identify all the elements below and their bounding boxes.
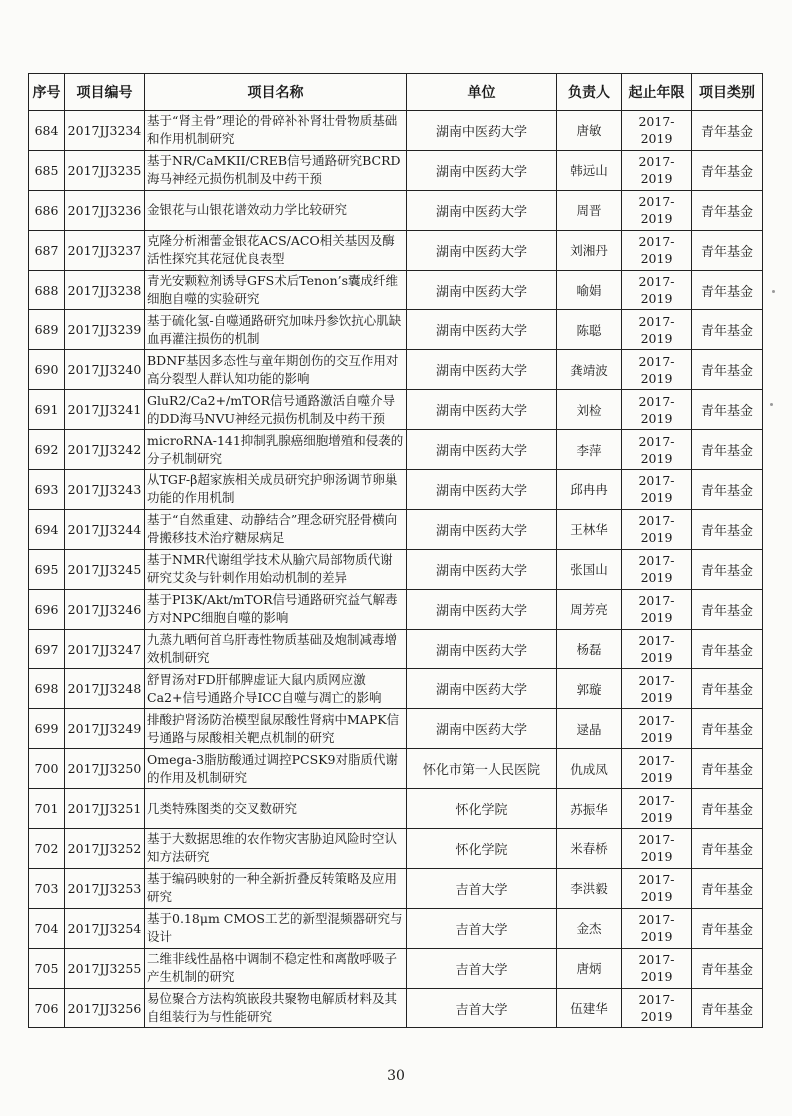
- table-row: [29, 988, 763, 1028]
- end-year: 2019: [640, 570, 673, 586]
- cell-project-name: [145, 948, 407, 988]
- cell-unit: 湖南中医药大学: [407, 190, 557, 230]
- cell-years: [622, 789, 692, 829]
- cell-unit: 湖南中医药大学: [407, 709, 557, 749]
- end-year: 2019: [640, 131, 673, 147]
- start-year: 2017-: [638, 313, 675, 329]
- cell-years: [622, 270, 692, 310]
- cell-project-name: [145, 310, 407, 350]
- project-name-text: 从TGF-β超家族相关成员研究护卵汤调节卵巢功能的作用机制: [147, 472, 398, 506]
- cell-leader: 喻娟: [557, 270, 622, 310]
- table-row: [29, 150, 763, 190]
- cell-project-code: 2017JJ3251: [65, 789, 145, 829]
- cell-years: [622, 669, 692, 709]
- cell-leader: 唐敏: [557, 111, 622, 151]
- table-row: [29, 749, 763, 789]
- cell-unit: 湖南中医药大学: [407, 270, 557, 310]
- project-name-text: 基于NR/CaMKII/CREB信号通路研究BCRD海马神经元损伤机制及中药干预: [147, 153, 401, 187]
- table-row: [29, 868, 763, 908]
- cell-project-name: [145, 270, 407, 310]
- cell-project-name: [145, 749, 407, 789]
- cell-project-code: 2017JJ3240: [65, 350, 145, 390]
- project-name-text: 基于NMR代谢组学技术从腧穴局部物质代谢研究艾灸与针刺作用始动机制的差异: [147, 552, 393, 586]
- header-type: 项目类别: [692, 74, 763, 111]
- table-row: [29, 390, 763, 430]
- cell-number: 695: [29, 549, 65, 589]
- end-year: 2019: [640, 251, 673, 267]
- cell-unit: 湖南中医药大学: [407, 669, 557, 709]
- cell-project-name: [145, 190, 407, 230]
- cell-leader: 逯晶: [557, 709, 622, 749]
- cell-number: 692: [29, 430, 65, 470]
- project-name-text: BDNF基因多态性与童年期创伤的交互作用对高分裂型人群认知功能的影响: [147, 352, 399, 386]
- project-name-text: 易位聚合方法构筑嵌段共聚物电解质材料及其自组装行为与性能研究: [147, 991, 398, 1025]
- cell-number: 700: [29, 749, 65, 789]
- end-year: 2019: [640, 410, 673, 426]
- cell-number: 693: [29, 470, 65, 510]
- scan-speck: [772, 290, 775, 293]
- cell-project-code: 2017JJ3249: [65, 709, 145, 749]
- cell-leader: 王林华: [557, 509, 622, 549]
- end-year: 2019: [640, 171, 673, 187]
- project-name-text: 基于硫化氢-自噬通路研究加味丹参饮抗心肌缺血再灌注损伤的机制: [147, 312, 402, 346]
- cell-project-code: 2017JJ3252: [65, 829, 145, 869]
- cell-project-code: 2017JJ3234: [65, 111, 145, 151]
- table-row: [29, 829, 763, 869]
- cell-leader: 周晋: [557, 190, 622, 230]
- cell-type: 青年基金: [692, 150, 763, 190]
- cell-project-name: [145, 230, 407, 270]
- cell-type: 青年基金: [692, 230, 763, 270]
- cell-number: 704: [29, 908, 65, 948]
- cell-type: 青年基金: [692, 190, 763, 230]
- cell-number: 699: [29, 709, 65, 749]
- cell-number: 689: [29, 310, 65, 350]
- cell-years: [622, 988, 692, 1028]
- cell-project-name: [145, 509, 407, 549]
- cell-project-code: 2017JJ3246: [65, 589, 145, 629]
- start-year: 2017-: [638, 154, 675, 170]
- cell-type: 青年基金: [692, 988, 763, 1028]
- cell-leader: 唐炳: [557, 948, 622, 988]
- start-year: 2017-: [638, 992, 675, 1008]
- table-row: [29, 350, 763, 390]
- cell-type: 青年基金: [692, 350, 763, 390]
- header-project-code: 项目编号: [65, 74, 145, 111]
- project-table: [28, 73, 763, 1028]
- cell-type: 青年基金: [692, 390, 763, 430]
- cell-number: 694: [29, 509, 65, 549]
- end-year: 2019: [640, 650, 673, 666]
- cell-type: 青年基金: [692, 430, 763, 470]
- project-name-text: 二维非线性晶格中调制不稳定性和离散呼吸子产生机制的研究: [147, 951, 398, 985]
- table-row: [29, 629, 763, 669]
- cell-leader: 韩远山: [557, 150, 622, 190]
- cell-leader: 龚靖波: [557, 350, 622, 390]
- table-row: [29, 669, 763, 709]
- start-year: 2017-: [638, 712, 675, 728]
- cell-number: 686: [29, 190, 65, 230]
- cell-leader: 金杰: [557, 908, 622, 948]
- cell-years: [622, 908, 692, 948]
- cell-number: 705: [29, 948, 65, 988]
- start-year: 2017-: [638, 513, 675, 529]
- end-year: 2019: [640, 969, 673, 985]
- header-years: 起止年限: [622, 74, 692, 111]
- cell-project-code: 2017JJ3241: [65, 390, 145, 430]
- cell-project-code: 2017JJ3242: [65, 430, 145, 470]
- cell-type: 青年基金: [692, 310, 763, 350]
- cell-project-name: [145, 470, 407, 510]
- cell-number: 690: [29, 350, 65, 390]
- cell-unit: 湖南中医药大学: [407, 111, 557, 151]
- table-row: [29, 589, 763, 629]
- cell-type: 青年基金: [692, 709, 763, 749]
- end-year: 2019: [640, 729, 673, 745]
- cell-unit: 湖南中医药大学: [407, 230, 557, 270]
- cell-unit: 湖南中医药大学: [407, 470, 557, 510]
- cell-project-name: [145, 589, 407, 629]
- cell-years: [622, 150, 692, 190]
- cell-project-code: 2017JJ3247: [65, 629, 145, 669]
- cell-project-code: 2017JJ3245: [65, 549, 145, 589]
- cell-years: [622, 709, 692, 749]
- cell-project-code: 2017JJ3253: [65, 868, 145, 908]
- cell-type: 青年基金: [692, 868, 763, 908]
- start-year: 2017-: [638, 872, 675, 888]
- start-year: 2017-: [638, 672, 675, 688]
- cell-unit: 湖南中医药大学: [407, 589, 557, 629]
- table-row: [29, 789, 763, 829]
- cell-years: [622, 749, 692, 789]
- cell-leader: 陈聪: [557, 310, 622, 350]
- cell-number: 702: [29, 829, 65, 869]
- cell-leader: 郭璇: [557, 669, 622, 709]
- cell-unit: 吉首大学: [407, 988, 557, 1028]
- scan-speck: [770, 403, 773, 406]
- end-year: 2019: [640, 530, 673, 546]
- header-project-name: 项目名称: [145, 74, 407, 111]
- cell-project-name: [145, 350, 407, 390]
- project-name-text: 克隆分析湘蕾金银花ACS/ACO相关基因及酶活性探究其花冠优良表型: [147, 233, 395, 267]
- cell-years: [622, 829, 692, 869]
- end-year: 2019: [640, 370, 673, 386]
- cell-unit: 湖南中医药大学: [407, 509, 557, 549]
- project-name-text: 基于大数据思维的农作物灾害胁迫风险时空认知方法研究: [147, 831, 398, 865]
- cell-project-code: 2017JJ3256: [65, 988, 145, 1028]
- cell-type: 青年基金: [692, 509, 763, 549]
- cell-leader: 邱冉冉: [557, 470, 622, 510]
- end-year: 2019: [640, 610, 673, 626]
- start-year: 2017-: [638, 952, 675, 968]
- cell-unit: 湖南中医药大学: [407, 150, 557, 190]
- end-year: 2019: [640, 291, 673, 306]
- cell-unit: 湖南中医药大学: [407, 390, 557, 430]
- project-name-text: 基于0.18μm CMOS工艺的新型混频器研究与设计: [147, 911, 403, 945]
- cell-number: 696: [29, 589, 65, 629]
- project-name-text: 几类特殊图类的交叉数研究: [147, 800, 298, 816]
- cell-project-code: 2017JJ3238: [65, 270, 145, 310]
- end-year: 2019: [640, 490, 673, 506]
- end-year: 2019: [640, 769, 673, 785]
- cell-years: [622, 549, 692, 589]
- start-year: 2017-: [638, 593, 675, 609]
- cell-type: 青年基金: [692, 948, 763, 988]
- cell-project-name: [145, 988, 407, 1028]
- cell-project-code: 2017JJ3239: [65, 310, 145, 350]
- cell-years: [622, 190, 692, 230]
- cell-project-name: [145, 829, 407, 869]
- start-year: 2017-: [638, 194, 675, 210]
- table-row: [29, 948, 763, 988]
- cell-project-code: 2017JJ3235: [65, 150, 145, 190]
- cell-years: [622, 509, 692, 549]
- cell-number: 701: [29, 789, 65, 829]
- cell-project-code: 2017JJ3254: [65, 908, 145, 948]
- cell-leader: 刘检: [557, 390, 622, 430]
- cell-number: 697: [29, 629, 65, 669]
- cell-project-name: [145, 111, 407, 151]
- cell-type: 青年基金: [692, 749, 763, 789]
- cell-project-name: [145, 868, 407, 908]
- end-year: 2019: [640, 211, 673, 227]
- cell-number: 706: [29, 988, 65, 1028]
- table-row: [29, 709, 763, 749]
- end-year: 2019: [640, 330, 673, 346]
- cell-project-name: [145, 629, 407, 669]
- cell-project-name: [145, 908, 407, 948]
- cell-years: [622, 589, 692, 629]
- cell-unit: 吉首大学: [407, 948, 557, 988]
- end-year: 2019: [640, 1009, 673, 1025]
- cell-leader: 周芳亮: [557, 589, 622, 629]
- table-row: [29, 270, 763, 310]
- cell-leader: 杨磊: [557, 629, 622, 669]
- cell-type: 青年基金: [692, 669, 763, 709]
- cell-leader: 苏振华: [557, 789, 622, 829]
- cell-years: [622, 230, 692, 270]
- start-year: 2017-: [638, 393, 675, 409]
- project-name-text: GluR2/Ca2+/mTOR信号通路激活自噬介导的DD海马NVU神经元损伤机制及中药干预: [147, 392, 396, 426]
- project-name-text: microRNA-141抑制乳腺癌细胞增殖和侵袭的分子机制研究: [147, 432, 404, 466]
- end-year: 2019: [640, 689, 673, 705]
- cell-project-name: [145, 390, 407, 430]
- table-row: [29, 470, 763, 510]
- cell-unit: 湖南中医药大学: [407, 310, 557, 350]
- cell-years: [622, 948, 692, 988]
- start-year: 2017-: [638, 114, 675, 130]
- cell-years: [622, 310, 692, 350]
- project-name-text: 九蒸九晒何首乌肝毒性物质基础及炮制减毒增效机制研究: [147, 632, 398, 666]
- cell-years: [622, 629, 692, 669]
- cell-type: 青年基金: [692, 270, 763, 310]
- cell-leader: 李萍: [557, 430, 622, 470]
- end-year: 2019: [640, 450, 673, 466]
- table-row: [29, 509, 763, 549]
- cell-project-name: [145, 669, 407, 709]
- cell-project-code: 2017JJ3244: [65, 509, 145, 549]
- cell-type: 青年基金: [692, 789, 763, 829]
- cell-number: 684: [29, 111, 65, 151]
- table-row: [29, 190, 763, 230]
- cell-project-name: [145, 430, 407, 470]
- start-year: 2017-: [638, 274, 675, 289]
- cell-project-code: 2017JJ3236: [65, 190, 145, 230]
- cell-project-code: 2017JJ3250: [65, 749, 145, 789]
- cell-type: 青年基金: [692, 111, 763, 151]
- cell-type: 青年基金: [692, 629, 763, 669]
- project-name-text: 排酸护肾汤防治模型鼠尿酸性肾病中MAPK信号通路与尿酸相关靶点机制的研究: [147, 711, 400, 745]
- cell-type: 青年基金: [692, 470, 763, 510]
- table-header-row: [29, 74, 763, 111]
- start-year: 2017-: [638, 912, 675, 928]
- cell-years: [622, 390, 692, 430]
- end-year: 2019: [640, 849, 673, 865]
- cell-project-code: 2017JJ3237: [65, 230, 145, 270]
- cell-years: [622, 430, 692, 470]
- cell-project-name: [145, 150, 407, 190]
- project-name-text: 基于PI3K/Akt/mTOR信号通路研究益气解毒方对NPC细胞自噬的影响: [147, 592, 398, 626]
- cell-unit: 怀化市第一人民医院: [407, 749, 557, 789]
- start-year: 2017-: [638, 792, 675, 808]
- project-name-text: 青光安颗粒剂诱导GFS术后Tenon’s囊成纤维细胞自噬的实验研究: [147, 273, 399, 306]
- start-year: 2017-: [638, 832, 675, 848]
- end-year: 2019: [640, 889, 673, 905]
- header-leader: 负责人: [557, 74, 622, 111]
- cell-number: 687: [29, 230, 65, 270]
- cell-type: 青年基金: [692, 589, 763, 629]
- cell-project-code: 2017JJ3255: [65, 948, 145, 988]
- project-name-text: 舒胃汤对FD肝郁脾虚证大鼠内质网应激Ca2+信号通路介导ICC自噬与凋亡的影响: [147, 671, 382, 705]
- end-year: 2019: [640, 809, 673, 825]
- cell-years: [622, 111, 692, 151]
- cell-unit: 湖南中医药大学: [407, 629, 557, 669]
- cell-leader: 米春桥: [557, 829, 622, 869]
- cell-type: 青年基金: [692, 549, 763, 589]
- project-name-text: 基于“肾主骨”理论的骨碎补补肾壮骨物质基础和作用机制研究: [147, 113, 398, 147]
- end-year: 2019: [640, 929, 673, 945]
- table-row: [29, 230, 763, 270]
- table-row: [29, 111, 763, 151]
- cell-number: 688: [29, 270, 65, 310]
- cell-leader: 仇成凤: [557, 749, 622, 789]
- cell-type: 青年基金: [692, 908, 763, 948]
- cell-project-name: [145, 709, 407, 749]
- start-year: 2017-: [638, 553, 675, 569]
- cell-unit: 吉首大学: [407, 868, 557, 908]
- cell-years: [622, 470, 692, 510]
- cell-unit: 怀化学院: [407, 789, 557, 829]
- cell-unit: 湖南中医药大学: [407, 549, 557, 589]
- cell-leader: 张国山: [557, 549, 622, 589]
- cell-project-name: [145, 549, 407, 589]
- cell-number: 691: [29, 390, 65, 430]
- project-name-text: 基于编码映射的一种全新折叠反转策略及应用研究: [147, 871, 398, 905]
- start-year: 2017-: [638, 752, 675, 768]
- header-number: 序号: [29, 74, 65, 111]
- table-row: [29, 908, 763, 948]
- start-year: 2017-: [638, 633, 675, 649]
- cell-type: 青年基金: [692, 829, 763, 869]
- cell-unit: 湖南中医药大学: [407, 350, 557, 390]
- page-number: 30: [387, 1068, 405, 1084]
- cell-leader: 伍建华: [557, 988, 622, 1028]
- cell-years: [622, 350, 692, 390]
- table-row: [29, 430, 763, 470]
- project-name-text: 基于“自然重建、动静结合”理念研究胫骨横向骨搬移技术治疗糖尿病足: [147, 512, 398, 546]
- cell-leader: 李洪毅: [557, 868, 622, 908]
- cell-number: 698: [29, 669, 65, 709]
- cell-years: [622, 868, 692, 908]
- cell-unit: 吉首大学: [407, 908, 557, 948]
- cell-project-code: 2017JJ3248: [65, 669, 145, 709]
- header-unit: 单位: [407, 74, 557, 111]
- start-year: 2017-: [638, 433, 675, 449]
- start-year: 2017-: [638, 234, 675, 250]
- cell-project-name: [145, 789, 407, 829]
- table-row: [29, 549, 763, 589]
- cell-unit: 湖南中医药大学: [407, 430, 557, 470]
- cell-leader: 刘湘丹: [557, 230, 622, 270]
- start-year: 2017-: [638, 473, 675, 489]
- cell-unit: 怀化学院: [407, 829, 557, 869]
- cell-number: 685: [29, 150, 65, 190]
- cell-number: 703: [29, 868, 65, 908]
- start-year: 2017-: [638, 353, 675, 369]
- cell-project-code: 2017JJ3243: [65, 470, 145, 510]
- project-name-text: Omega-3脂肪酸通过调控PCSK9对脂质代谢的作用及机制研究: [147, 751, 398, 785]
- table-row: [29, 310, 763, 350]
- project-name-text: 金银花与山银花谱效动力学比较研究: [147, 202, 348, 218]
